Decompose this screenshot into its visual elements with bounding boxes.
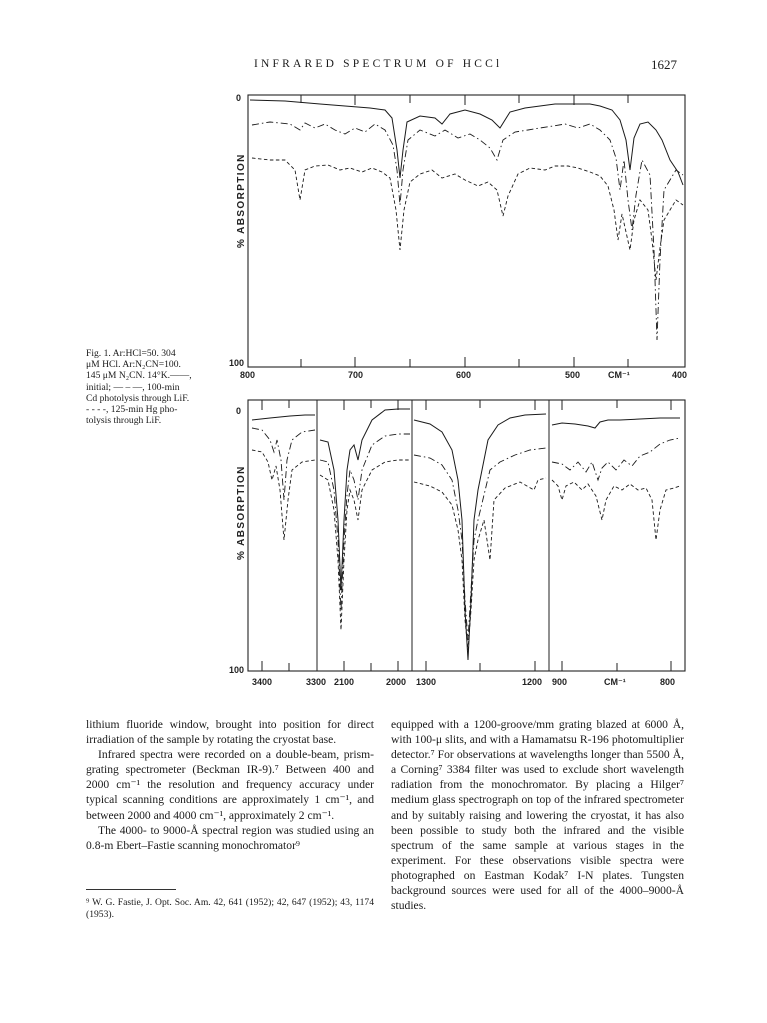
paragraph: lithium fluoride window, brought into position for direct irradiation of the sample by rotating the cryostat base. [86, 718, 374, 747]
bottom-seg4-solid [552, 418, 680, 428]
top-x-tick-600: 600 [456, 370, 472, 380]
bottom-seg4-dashdot [552, 438, 680, 480]
top-y-axis-label: % ABSORPTION [236, 153, 247, 248]
top-x-tick-500: 500 [565, 370, 581, 380]
paragraph: equipped with a 1200-groove/mm grating blazed at 6000 Å, with 100-μ slits, and with a Hamamatsu R-196 photomultiplier detector.⁷ For observations at wavelengths longer than 5500 Å, a Corning⁷ 3384 filter was used to exclude short wavelength radiation from the monochromator. By placing a Hilger⁷ medium glass spectrograph on top of the infrared spectrometer and by suitably raising and lowering the cryostat, it has also been possible to study both the infrared and the visible spectrum of the same sample at various stages in the experiment. For these observations visible spectra were photographed on Eastman Kodak⁷ I-N plates. Tungsten background sources were used for all of the 4000–9000-Å studies. [391, 718, 684, 913]
left-column [86, 717, 374, 853]
top-series-dashed [252, 158, 683, 280]
bottom-y-bottom-label: 100 [229, 665, 245, 675]
caption-line: Fig. 1. Ar:HCl=50. 304 [86, 348, 176, 359]
bottom-y-axis-label: % ABSORPTION [236, 465, 247, 560]
top-panel-frame [248, 95, 685, 367]
caption-line: μM HCl. Ar:N₂CN=100. [86, 359, 181, 371]
bottom-seg3-dashed [414, 478, 546, 650]
paragraph: Infrared spectra were recorded on a double-beam, prism-grating spectrometer (Beckman IR-9).⁷ Between 400 and 2000 cm⁻¹ the resolution and frequency accuracy under typical scanning conditions are approximately 1 cm⁻¹, and between 2000 and 4000 cm⁻¹, approximately 2 cm⁻¹. [86, 748, 374, 822]
bottom-x-tick-2100: 2100 [334, 677, 355, 687]
figure-caption [86, 348, 220, 426]
bottom-seg4-dashed [552, 480, 680, 540]
page-number: 1627 [651, 57, 677, 72]
right-column [391, 717, 684, 913]
footnote: ⁹ W. G. Fastie, J. Opt. Soc. Am. 42, 641 (1952); 42, 647 (1952); 43, 1174 (1953). [86, 897, 374, 920]
bottom-seg2-solid [320, 409, 410, 590]
bottom-seg1-solid [252, 415, 315, 420]
bottom-x-tick-1300: 1300 [416, 677, 437, 687]
bottom-x-tick-2000: 2000 [386, 677, 407, 687]
running-title: INFRARED SPECTRUM OF HCCl [254, 58, 503, 70]
top-y-top-label: 0 [236, 93, 242, 103]
paragraph: The 4000- to 9000-Å spectral region was studied using an 0.8-m Ebert–Fastie scanning monochromator⁹ [86, 823, 374, 852]
caption-line: 145 μM N₂CN. 14°K.——, [86, 370, 192, 382]
bottom-x-tick-3300: 3300 [306, 677, 327, 687]
caption-line: Cd photolysis through LiF. [86, 392, 190, 404]
top-y-bottom-label: 100 [229, 358, 245, 368]
top-series-dashdot [252, 122, 683, 340]
caption-line: tolysis through LiF. [86, 415, 162, 427]
top-x-tick-700: 700 [348, 370, 364, 380]
bottom-x-tick-900: 900 [552, 677, 568, 687]
top-series-solid [250, 100, 683, 185]
bottom-x-tick-800: 800 [660, 677, 676, 687]
footnote-rule [86, 889, 176, 890]
bottom-panel-dividers [317, 400, 549, 671]
bottom-seg1-dashdot [252, 428, 315, 500]
caption-line: - - - -, 125-min Hg pho- [86, 404, 178, 416]
top-x-tick-800: 800 [240, 370, 256, 380]
bottom-x-tick-1200: 1200 [522, 677, 543, 687]
caption-line: initial; — – —, 100-min [86, 381, 180, 393]
bottom-y-top-label: 0 [236, 406, 242, 416]
bottom-x-unit-label: CM⁻¹ [604, 677, 626, 687]
top-x-tick-400: 400 [672, 370, 688, 380]
top-x-unit-label: CM⁻¹ [608, 370, 630, 380]
bottom-seg2-dashed [320, 460, 410, 630]
bottom-x-tick-3400: 3400 [252, 677, 273, 687]
bottom-seg3-dashdot [414, 448, 546, 640]
